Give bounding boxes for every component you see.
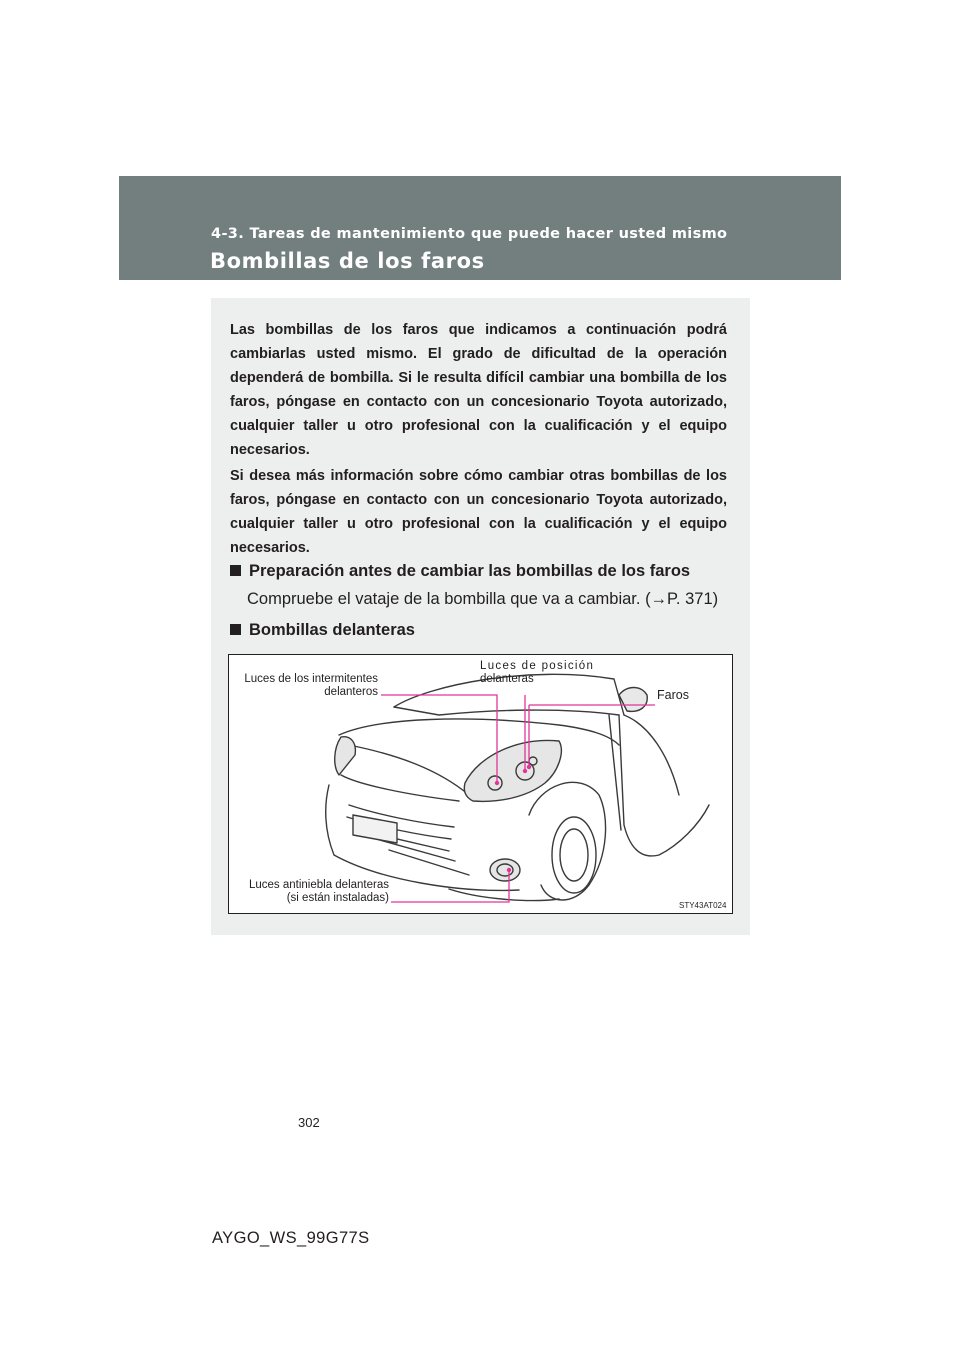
document-code: AYGO_WS_99G77S xyxy=(212,1229,370,1247)
figure-code: STY43AT024 xyxy=(679,901,727,910)
intro-paragraph-2: Si desea más información sobre cómo cambiar otras bombillas de los faros, póngase en contacto con un concesionario Toyota autorizado, cualquier taller u otro profesional con la cualificación y el equipo necesarios. xyxy=(230,468,727,556)
intro-paragraph-1: Las bombillas de los faros que indicamos a continuación podrá cambiarlas usted mismo. El grado de dificultad de la operación dependerá de bombilla. Si le resulta difícil cambiar una bombilla de los faros, póngase en contacto con un concesionario Toyota autorizado, cualquier taller u otro profesional con la cualificación y el equipo necesarios. xyxy=(230,322,727,458)
section-heading-front-bulbs xyxy=(230,621,415,640)
label-front-turn-signals xyxy=(234,673,378,699)
heading-text: Preparación antes de cambiar las bombillas de los faros xyxy=(249,562,691,580)
page-title: Bombillas de los faros xyxy=(210,249,485,273)
label-headlights: Faros xyxy=(657,688,689,702)
section-heading-preparation xyxy=(230,562,690,581)
label-front-position-lights xyxy=(480,660,594,686)
section-label: 4-3. Tareas de mantenimiento que puede hacer usted mismo xyxy=(211,226,728,242)
content-box xyxy=(211,298,750,935)
front-bulbs-figure xyxy=(228,654,733,914)
square-bullet-icon xyxy=(230,624,241,635)
preparation-text: Compruebe el vataje de la bombilla que va a cambiar. (→P. 371) xyxy=(247,590,719,608)
label-line: delanteras xyxy=(480,673,534,685)
square-bullet-icon xyxy=(230,565,241,576)
header-band xyxy=(119,176,841,280)
label-line: Luces de posición xyxy=(480,660,595,672)
label-line: Luces de los intermitentes xyxy=(244,673,378,685)
label-line: (si están instaladas) xyxy=(286,892,389,904)
page-number: 302 xyxy=(298,1115,320,1130)
heading-text: Bombillas delanteras xyxy=(249,621,415,639)
label-line: delanteros xyxy=(324,686,378,698)
label-line: Luces antiniebla delanteras xyxy=(248,879,389,891)
label-front-fog-lights xyxy=(239,879,389,905)
